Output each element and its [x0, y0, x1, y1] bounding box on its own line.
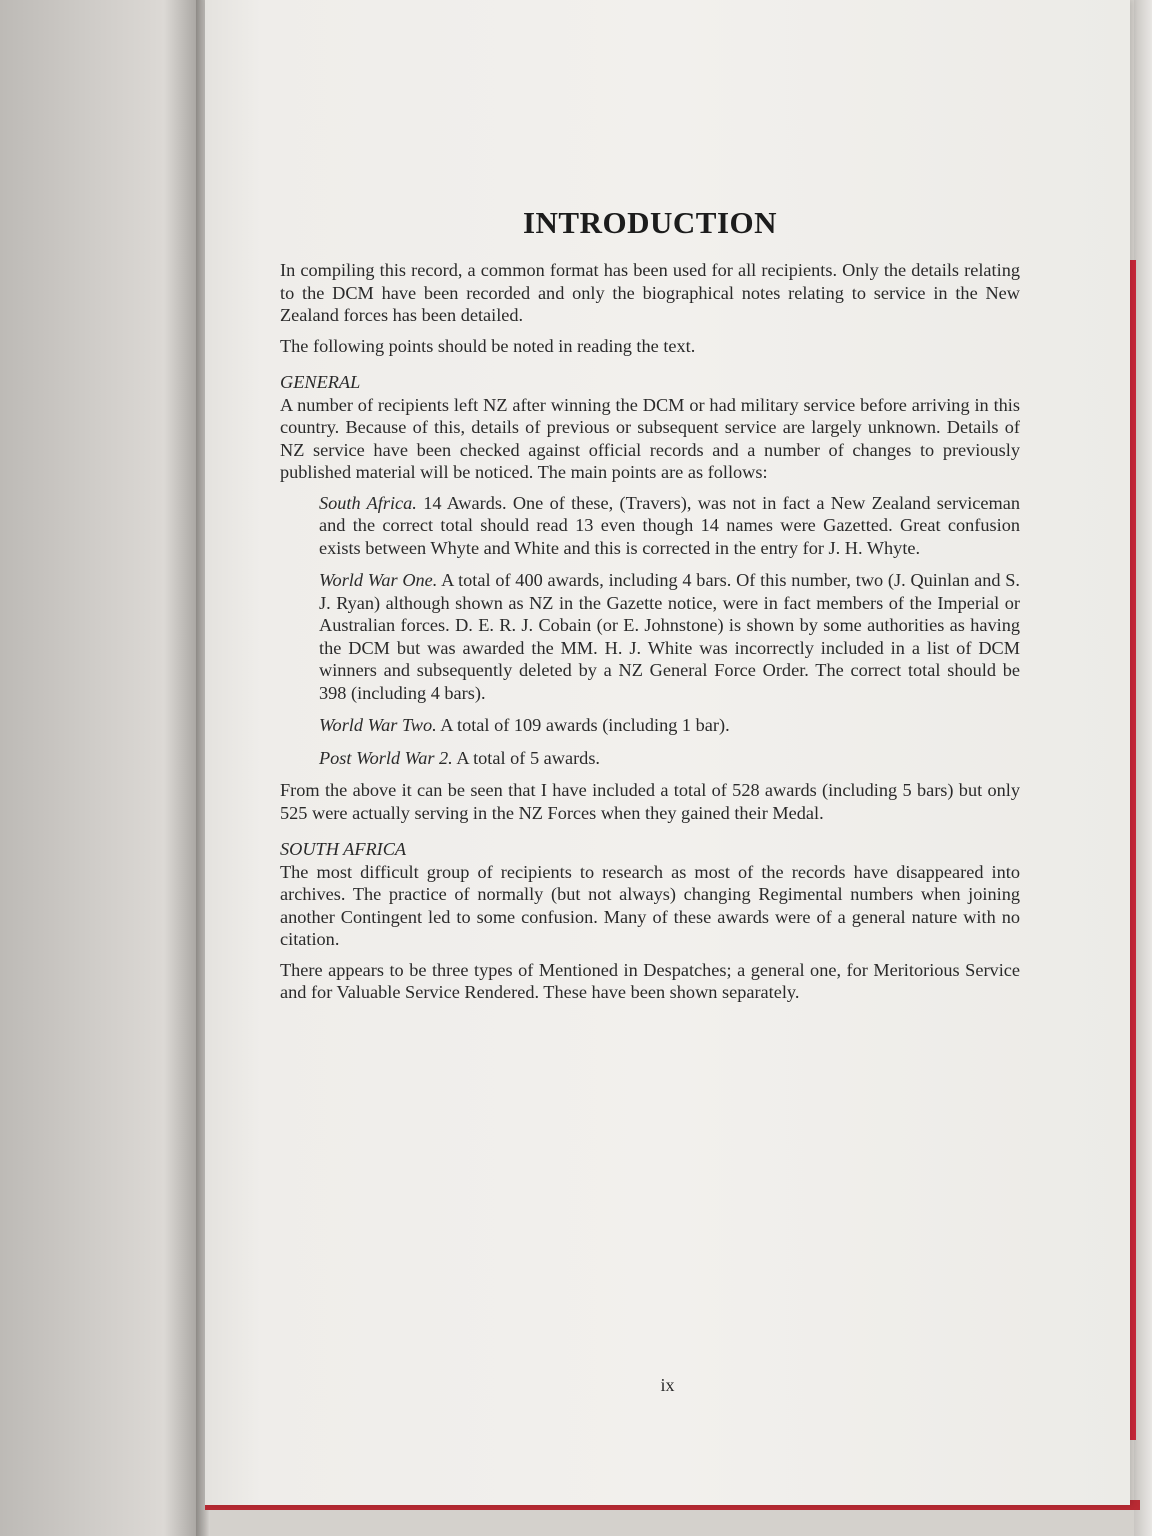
cover-edge — [1134, 0, 1152, 1536]
book-page — [205, 0, 1130, 1505]
point-text: A total of 5 awards. — [452, 747, 601, 768]
point-lead: World War One. — [319, 570, 438, 590]
page-title: INTRODUCTION — [522, 205, 778, 240]
page-content — [280, 205, 1020, 1012]
south-africa-heading: SOUTH AFRICA — [280, 839, 407, 859]
point-lead: World War Two. — [319, 715, 437, 735]
general-summary: From the above it can be seen that I have included a total of 528 awards (including 5 bars) but only 525 were actually serving in the NZ Forces when they gained their Medal. — [280, 780, 1020, 823]
point-south-africa — [319, 492, 1020, 560]
facing-page — [0, 0, 205, 1536]
point-text: A total of 400 awards, including 4 bars. Of this number, two (J. Quinlan and S. J. Ryan) although shown as NZ in the Gazette notice, were in fact members of the Imperial or Australian forces. D. E. R. J. Cobain (or E. Johnstone) is shown by some authorities as having the DCM but was awarded the MM. H. J. White was incorrectly included in a list of DCM winners and subsequently deleted by a NZ General Force Order. The correct total should be 398 (including 4 bars). — [319, 570, 1020, 703]
point-text: 14 Awards. One of these, (Travers), was not in fact a New Zealand serviceman and the correct total should read 13 even though 14 names were Gazetted. Great confusion exists between Whyte and White and this is corrected in the entry for J. H. Whyte. — [319, 492, 1021, 558]
page-number: ix — [660, 1375, 675, 1395]
intro-paragraph-1: In compiling this record, a common format has been used for all recipients. Only the details relating to the DCM have been recorded and only the biographical notes relating to service in the New Zealand forces has been detailed. — [280, 260, 1020, 325]
point-world-war-one — [319, 569, 1020, 704]
general-paragraph: A number of recipients left NZ after winning the DCM or had military service before arriving in this country. Because of this, details of previous or subsequent service are largely unknown. Details of NZ service have been checked against official records and a number of changes to previously published material will be noticed. The main points are as follows: — [280, 394, 1020, 482]
point-world-war-two — [319, 714, 1020, 737]
south-africa-paragraph-2: There appears to be three types of Mentioned in Despatches; a general one, for Meritorious Service and for Valuable Service Rendered. These have been shown separately. — [280, 959, 1020, 1002]
general-heading: GENERAL — [280, 372, 361, 392]
point-lead: South Africa. — [319, 492, 417, 513]
intro-paragraph-2: The following points should be noted in reading the text. — [280, 335, 696, 356]
point-lead: Post World War 2. — [319, 747, 453, 768]
point-text: A total of 109 awards (including 1 bar). — [436, 715, 730, 735]
south-africa-paragraph-1: The most difficult group of recipients to research as most of the records have disappeared into archives. The practice of normally (but not always) changing Regimental numbers when joining another Contingent led to some confusion. Many of these awards were of a general nature with no citation. — [280, 861, 1020, 949]
point-post-war — [319, 747, 1020, 770]
